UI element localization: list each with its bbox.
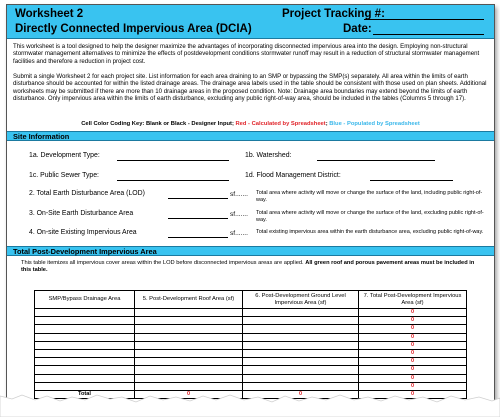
ground-area-cell[interactable] bbox=[243, 358, 359, 366]
total-impervious-cell: 0 bbox=[359, 309, 467, 317]
total-impervious-cell: 0 bbox=[359, 333, 467, 341]
table-row bbox=[35, 317, 467, 325]
flood-district-label: 1d. Flood Management District: bbox=[245, 172, 341, 179]
column-header-roof-area: 5. Post-Development Roof Area (sf) bbox=[135, 291, 243, 309]
roof-area-cell[interactable] bbox=[135, 358, 243, 366]
column-header-ground-level-area: 6. Post-Development Ground Level Impervious Area (sf) bbox=[243, 291, 359, 309]
drainage-area-cell[interactable] bbox=[35, 358, 135, 366]
ground-area-cell[interactable] bbox=[243, 366, 359, 374]
ground-area-cell[interactable] bbox=[243, 341, 359, 349]
color-key-prefix: Cell Color Coding Key: Blank or Black - Designer Input; bbox=[81, 121, 236, 127]
existing-impervious-unit: sf....... bbox=[230, 230, 248, 237]
impervious-note-text: This table itemizes all impervious cover areas within the LOD before disconnected impervious areas are applied. bbox=[21, 260, 304, 266]
public-sewer-type-field[interactable] bbox=[117, 180, 229, 181]
table-row bbox=[35, 325, 467, 333]
column-header-total-impervious: 7. Total Post-Development Impervious Area (sf) bbox=[359, 291, 467, 309]
drainage-area-cell[interactable] bbox=[35, 349, 135, 357]
table-header-row bbox=[35, 291, 467, 309]
total-impervious-cell: 0 bbox=[359, 325, 467, 333]
ground-area-cell[interactable] bbox=[243, 349, 359, 357]
total-roof-area: 0 bbox=[135, 390, 243, 398]
watershed-label: 1b. Watershed: bbox=[245, 152, 292, 159]
total-impervious-cell: 0 bbox=[359, 374, 467, 382]
total-impervious-cell: 0 bbox=[359, 382, 467, 390]
roof-area-cell[interactable] bbox=[135, 374, 243, 382]
table-row bbox=[35, 382, 467, 390]
table-row bbox=[35, 341, 467, 349]
ground-area-cell[interactable] bbox=[243, 317, 359, 325]
lod-description: Total area where activity will move or change the surface of the land, including public right-of-way. bbox=[256, 190, 483, 203]
intro-paragraph-2: Submit a single Worksheet 2 for each project site. List information for each area draining to an SMP or bypassing the SMP(s) separately. All area within the limits of earth disturbance should be accounted for within the listed drainage areas. The drainage area labels used in the table should be consistent with those used on plan sheets. Additional worksheets may be submitted if there are more than 10 drainage areas in the proposed condition. Note: Drainage area boundaries may extend beyond the limits of earth disturbance. Only impervious area within the limits of earth disturbance, excluding any public right-of-way area, should be included in the tables (Columns 5 through 17). bbox=[13, 73, 487, 103]
worksheet-page bbox=[6, 4, 495, 410]
ground-area-cell[interactable] bbox=[243, 325, 359, 333]
drainage-area-cell[interactable] bbox=[35, 325, 135, 333]
drainage-area-cell[interactable] bbox=[35, 333, 135, 341]
lod-unit: sf....... bbox=[230, 191, 248, 198]
existing-impervious-label: 4. On-site Existing Impervious Area bbox=[29, 229, 137, 236]
intro-paragraph-1: This worksheet is a tool designed to help the designer maximize the advantages of incorporating disconnected impervious area into the design. Employing non-structural stormwater management alternatives to minimize the effects of postdevelopment conditions stormwater runoff may result in a reduction of structural stormwater management facilities and therefore a reduction in project cost. bbox=[13, 43, 480, 65]
flood-district-field[interactable] bbox=[370, 180, 453, 181]
ground-area-cell[interactable] bbox=[243, 309, 359, 317]
color-key-red: Red - Calculated by Spreadsheet bbox=[235, 121, 326, 127]
roof-area-cell[interactable] bbox=[135, 317, 243, 325]
roof-area-cell[interactable] bbox=[135, 333, 243, 341]
worksheet-title: Directly Connected Impervious Area (DCIA) bbox=[15, 23, 252, 35]
total-label: Total bbox=[35, 390, 135, 398]
watershed-field[interactable] bbox=[317, 160, 435, 161]
onsite-disturbance-unit: sf....... bbox=[230, 211, 248, 218]
development-type-field[interactable] bbox=[117, 160, 229, 161]
roof-area-cell[interactable] bbox=[135, 309, 243, 317]
total-impervious-area: 0 bbox=[359, 390, 467, 398]
onsite-disturbance-label: 3. On-Site Earth Disturbance Area bbox=[29, 210, 134, 217]
column-header-drainage-area: SMP/Bypass Drainage Area bbox=[35, 291, 135, 309]
development-type-label: 1a. Development Type: bbox=[29, 152, 100, 159]
lod-label: 2. Total Earth Disturbance Area (LOD) bbox=[29, 190, 145, 197]
worksheet-header bbox=[7, 5, 494, 39]
date-label: Date: bbox=[343, 23, 372, 35]
ground-area-cell[interactable] bbox=[243, 382, 359, 390]
impervious-area-heading: Total Post-Development Impervious Area bbox=[7, 246, 494, 256]
table-row bbox=[35, 349, 467, 357]
color-key-sep: ; bbox=[325, 121, 330, 127]
torn-paper-edge bbox=[0, 392, 500, 417]
date-field[interactable] bbox=[373, 34, 484, 35]
roof-area-cell[interactable] bbox=[135, 349, 243, 357]
total-impervious-cell: 0 bbox=[359, 349, 467, 357]
impervious-table-note bbox=[21, 260, 483, 274]
drainage-area-cell[interactable] bbox=[35, 317, 135, 325]
total-impervious-cell: 0 bbox=[359, 358, 467, 366]
public-sewer-type-label: 1c. Public Sewer Type: bbox=[29, 172, 99, 179]
table-row bbox=[35, 358, 467, 366]
onsite-disturbance-description: Total area where activity will move or change the surface of the land, excluding public right-of-way. bbox=[256, 210, 484, 223]
drainage-area-cell[interactable] bbox=[35, 382, 135, 390]
impervious-note-bold: All green roof and porous pavement areas must be included in this table. bbox=[21, 260, 475, 273]
impervious-area-table bbox=[34, 290, 467, 399]
onsite-disturbance-field[interactable] bbox=[168, 218, 228, 219]
site-information-heading: Site Information bbox=[7, 131, 494, 141]
existing-impervious-description: Total existing impervious area within the earth disturbance area, excluding public right-of-way. bbox=[256, 229, 484, 235]
worksheet-number: Worksheet 2 bbox=[15, 8, 84, 20]
project-tracking-field[interactable] bbox=[364, 19, 484, 20]
drainage-area-cell[interactable] bbox=[35, 374, 135, 382]
color-key-blue: Blue - Populated by Spreadsheet bbox=[329, 121, 420, 127]
project-tracking-label: Project Tracking #: bbox=[282, 8, 385, 20]
table-row bbox=[35, 374, 467, 382]
table-row bbox=[35, 366, 467, 374]
total-impervious-cell: 0 bbox=[359, 317, 467, 325]
roof-area-cell[interactable] bbox=[135, 382, 243, 390]
roof-area-cell[interactable] bbox=[135, 325, 243, 333]
table-row bbox=[35, 309, 467, 317]
total-ground-area: 0 bbox=[243, 390, 359, 398]
total-impervious-cell: 0 bbox=[359, 366, 467, 374]
ground-area-cell[interactable] bbox=[243, 333, 359, 341]
lod-field[interactable] bbox=[168, 198, 228, 199]
color-coding-key bbox=[7, 121, 494, 127]
drainage-area-cell[interactable] bbox=[35, 366, 135, 374]
roof-area-cell[interactable] bbox=[135, 341, 243, 349]
drainage-area-cell[interactable] bbox=[35, 309, 135, 317]
table-row bbox=[35, 333, 467, 341]
drainage-area-cell[interactable] bbox=[35, 341, 135, 349]
roof-area-cell[interactable] bbox=[135, 366, 243, 374]
total-impervious-cell: 0 bbox=[359, 341, 467, 349]
existing-impervious-field[interactable] bbox=[168, 237, 228, 238]
ground-area-cell[interactable] bbox=[243, 374, 359, 382]
